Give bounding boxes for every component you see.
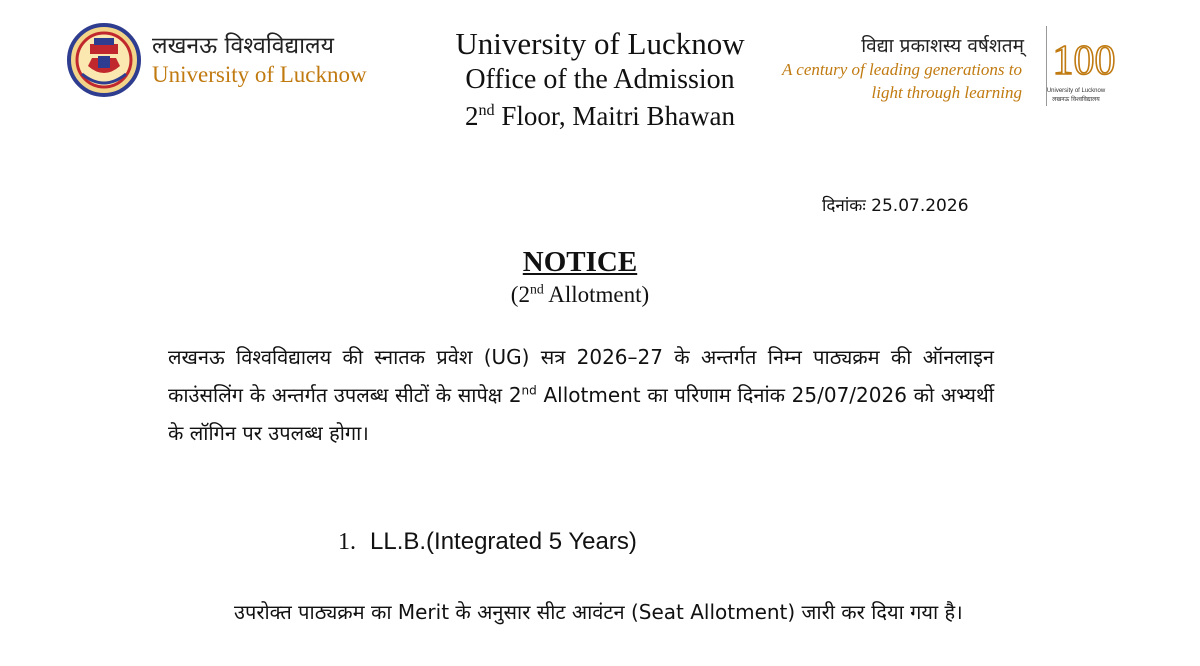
course-number: 1. — [338, 529, 356, 555]
floor-number: 2 — [464, 101, 479, 131]
notice-date — [822, 193, 969, 216]
heading-university: University of Lucknow — [455, 26, 745, 61]
centenary-number: 100 — [1052, 38, 1116, 84]
tagline-line-1: A century of leading generations to — [781, 60, 1022, 79]
course-name: LL.B.(Integrated 5 Years) — [370, 528, 637, 555]
centenary-tagline — [782, 58, 1022, 104]
centenary-hindi-motto: विद्या प्रकाशस्य वर्षशतम् — [861, 35, 1024, 57]
centenary-emblem-icon — [1040, 28, 1120, 108]
university-hindi-name: लखनऊ विश्वविद्यालय — [152, 33, 334, 59]
university-emblem-icon — [64, 22, 144, 98]
notice-title: NOTICE — [522, 246, 638, 278]
university-english-name: University of Lucknow — [152, 62, 367, 87]
subtitle-ordinal: nd — [529, 281, 544, 297]
centenary-caption-hindi: लखनऊ विश्वविद्यालय — [1052, 96, 1100, 103]
notice-paragraph-2: उपरोक्त पाठ्यक्रम का Merit के अनुसार सीट आवंटन (Seat Allotment) जारी कर दिया गया है। — [234, 600, 963, 624]
subtitle-open: (2 — [510, 282, 530, 307]
paragraph-1-part-a: लखनऊ विश्वविद्यालय की स्नातक प्रवेश (UG) सत्र 2026–27 के अन्तर्गत निम्न पाठ्यक्रम की ऑनलाइन काउंसलिंग के अन्तर्गत उपलब्ध सीटों के सापेक्ष 2 — [168, 345, 994, 407]
paragraph-1-ordinal: nd — [521, 383, 537, 398]
subtitle-close: Allotment) — [543, 282, 650, 307]
date-value: 25.07.2026 — [871, 196, 969, 216]
course-list-item — [338, 528, 637, 556]
paragraph-1-part-b: Allotment का परिणाम दिनांक 25/07/2026 को अभ्यर्थी के लॉगिन पर उपलब्ध होगा। — [168, 383, 994, 445]
heading-office: Office of the Admission — [465, 64, 735, 95]
notice-paragraph-1 — [168, 338, 994, 452]
floor-address: Floor, Maitri Bhawan — [494, 101, 736, 131]
date-label: दिनांकः — [822, 196, 866, 216]
notice-subtitle — [380, 282, 780, 308]
centenary-caption-english: University of Lucknow — [1046, 88, 1106, 94]
tagline-line-2: light through learning — [871, 83, 1022, 102]
floor-ordinal: nd — [478, 101, 495, 119]
